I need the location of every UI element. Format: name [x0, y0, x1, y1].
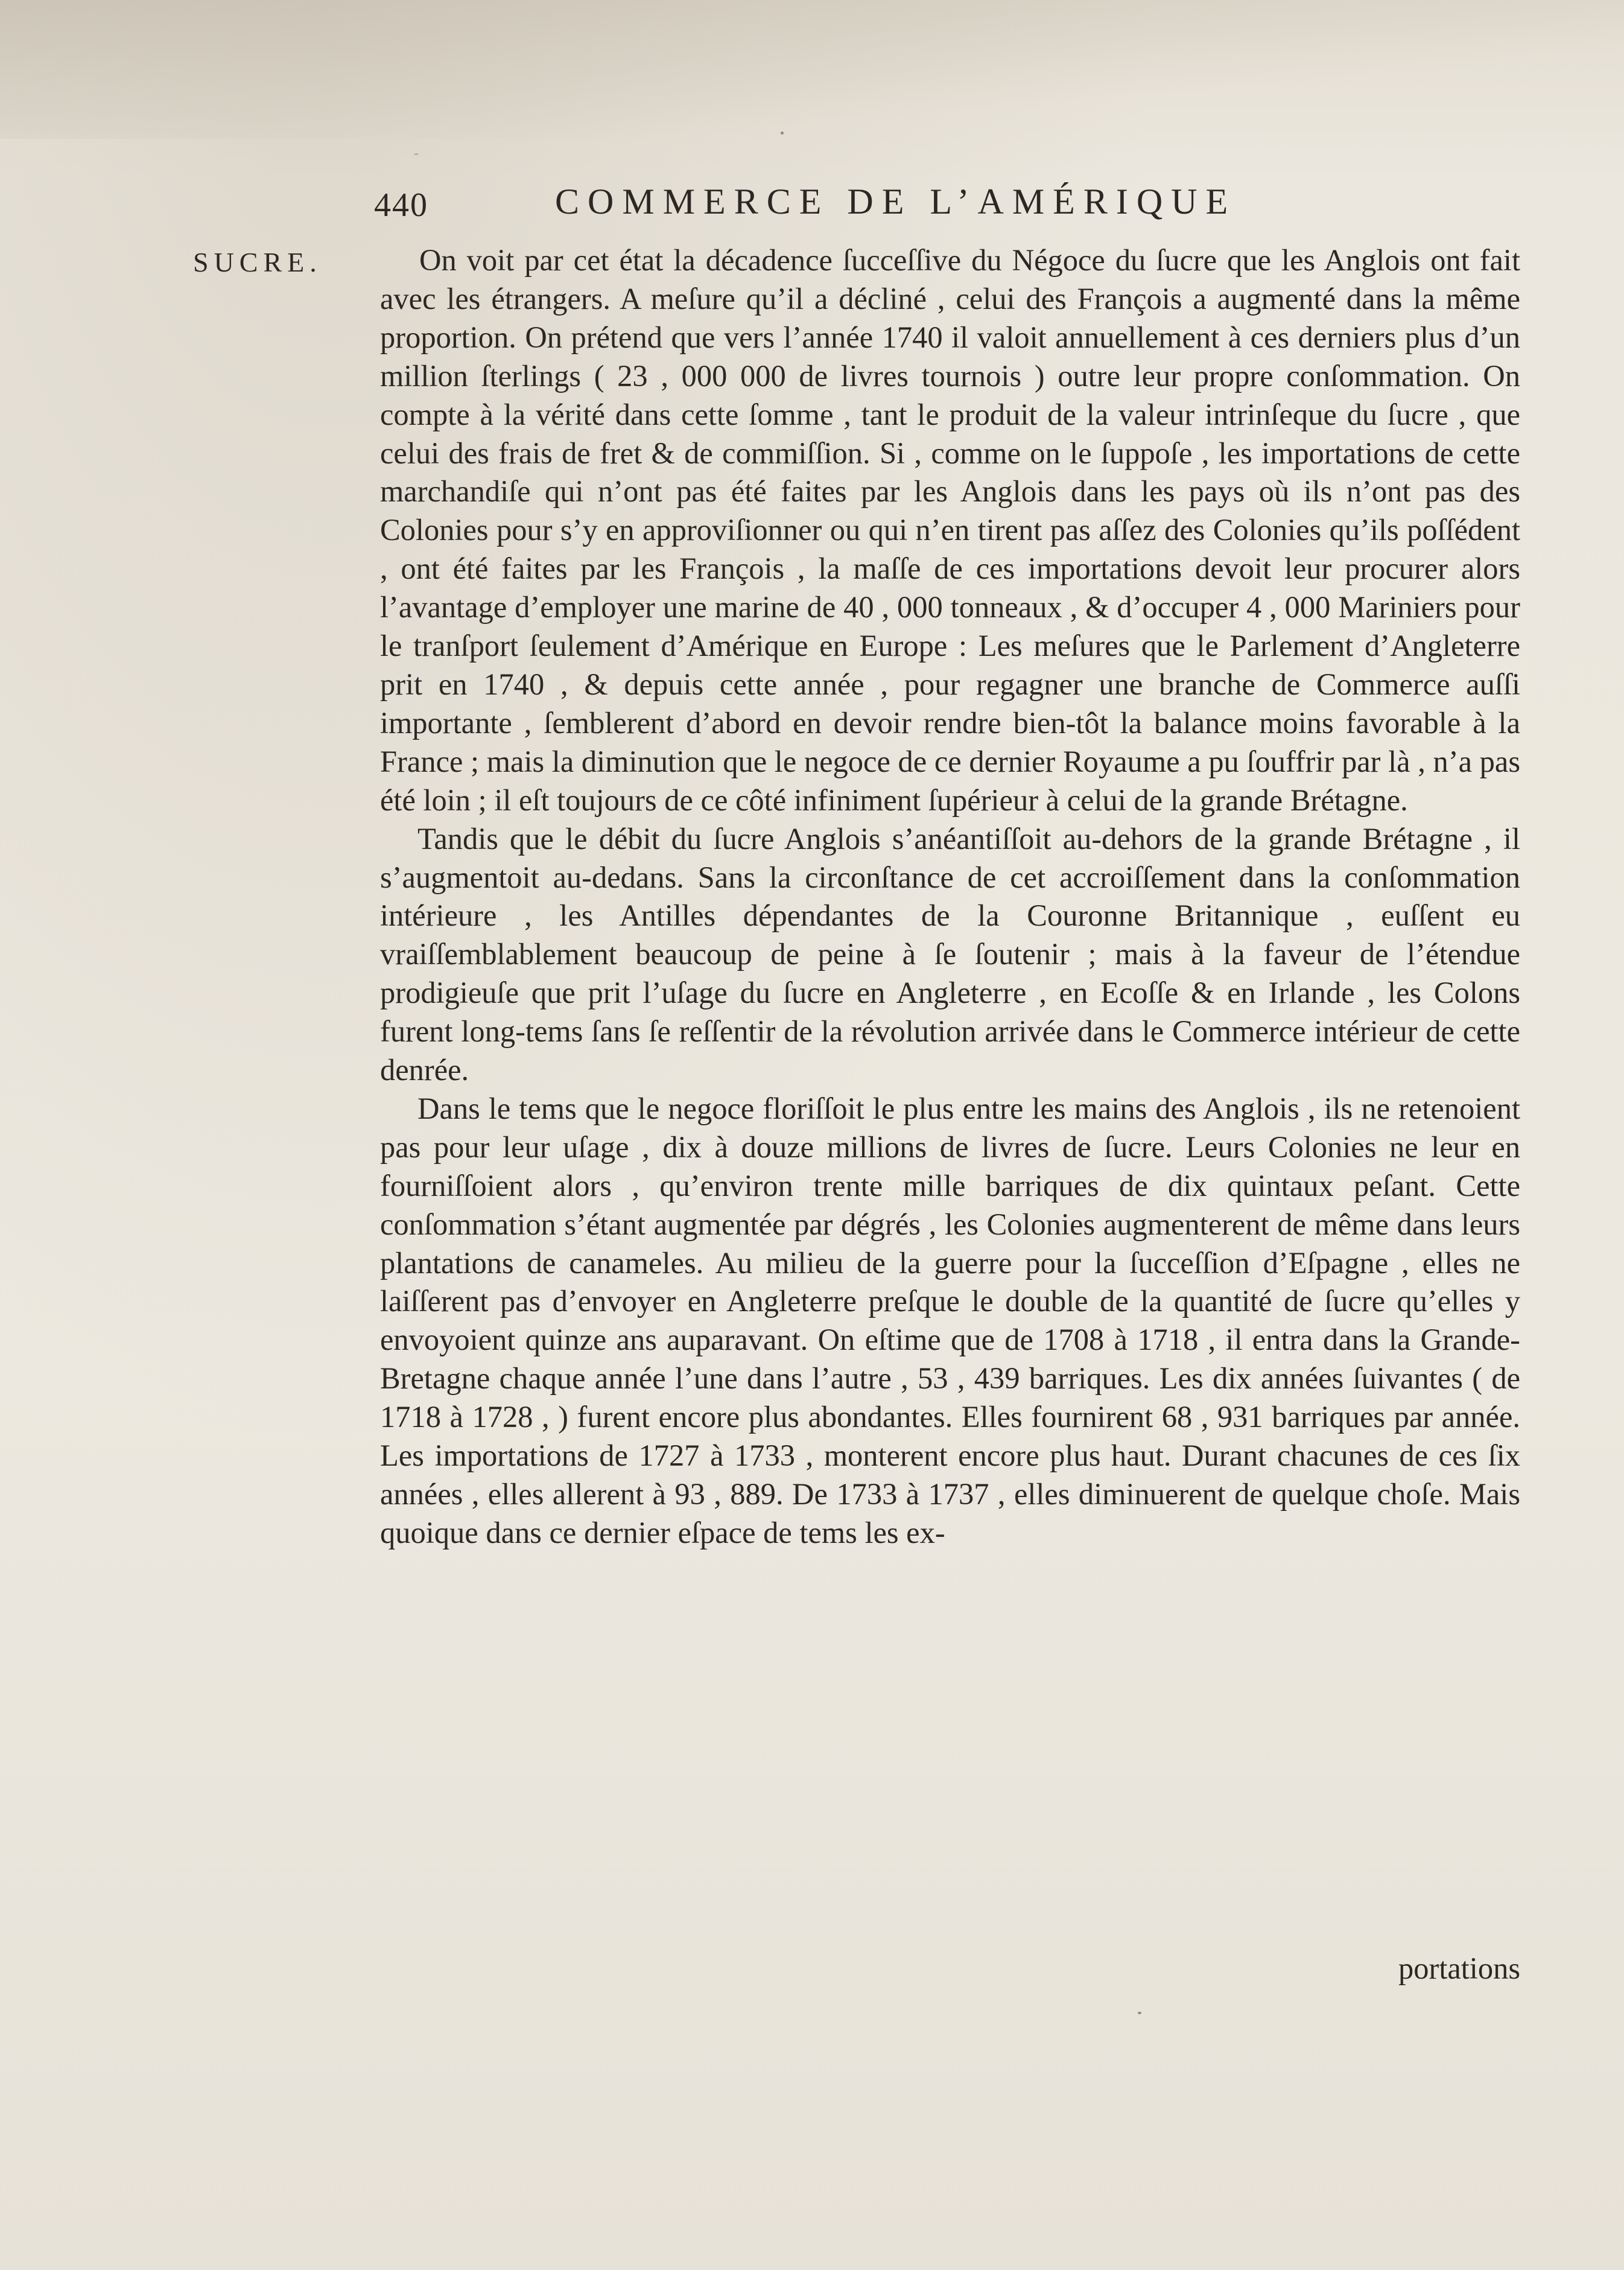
page-header	[374, 181, 1520, 229]
paragraph: On voit par cet état la décadence ſucceſſive du Négoce du ſucre que les Anglois ont fait avec les étrangers. A meſure qu’il a décliné , celui des François a augmenté dans la même proportion. On prétend que vers l’année 1740 il valoit annuellement à ces derniers plus d’un million ſterlings ( 23 , 000 000 de livres tournois ) outre leur propre conſommation. On compte à la vérité dans cette ſomme , tant le produit de la valeur intrinſeque du ſucre , que celui des frais de fret & de commiſſion. Si , comme on le ſuppoſe , les importations de cette marchandiſe qui n’ont pas été faites par les Anglois dans les pays où ils n’ont pas des Colonies pour s’y en approviſionner ou qui n’en tirent pas aſſez des Colonies qu’ils poſſédent , ont été faites par les François , la maſſe de ces importations devoit leur procurer alors l’avantage d’employer une marine de 40 , 000 tonneaux , & d’occuper 4 , 000 Mariniers pour le tranſport ſeulement d’Amérique en Europe : Les meſures que le Parlement d’Angleterre prit en 1740 , & depuis cette année , pour regagner une branche de Commerce auſſi importante , ſemblerent d’abord en devoir rendre bien-tôt la balance moins favorable à la France ; mais la diminution que le negoce de ce dernier Royaume a pu ſouffrir par là , n’a pas été loin ; il eſt toujours de ce côté infiniment ſupérieur à celui de la grande Brétagne.	[380, 243, 1520, 817]
page-fold-shadow	[0, 0, 1624, 139]
running-title: COMMERCE DE L’AMÉRIQUE	[555, 182, 1237, 221]
paper-speck	[1138, 2012, 1141, 2014]
paragraph: Tandis que le débit du ſucre Anglois s’anéantiſſoit au-dehors de la grande Brétagne , il s’augmentoit au-dedans. Sans la circonſtance de cet accroiſſement dans la conſommation intérieure , les Antilles dépendantes de la Couronne Britannique , euſſent eu vraiſſemblablement beaucoup de peine à ſe ſoutenir ; mais à la faveur de l’étendue prodigieuſe que prit l’uſage du ſucre en Angleterre , en Ecoſſe & en Irlande , les Colons furent long-tems ſans ſe reſſentir de la révolution arrivée dans le Commerce intérieur de cette denrée.	[380, 821, 1520, 1087]
margin-note-sucre: SUCRE.	[193, 247, 322, 278]
paper-speck	[414, 153, 419, 155]
catchword: portations	[1398, 1951, 1520, 1985]
page-number: 440	[374, 186, 428, 224]
paper-speck	[781, 132, 784, 135]
paragraph: Dans le tems que le negoce floriſſoit le plus entre les mains des Anglois , ils ne retenoient pas pour leur uſage , dix à douze millions de livres de ſucre. Leurs Colonies ne leur en fourniſſoient alors , qu’environ trente mille barriques de dix quintaux peſant. Cette conſommation s’étant augmentée par dégrés , les Colonies augmenterent de même dans leurs plantations de canameles. Au milieu de la guerre pour la ſucceſſion d’Eſpagne , elles ne laiſſerent pas d’envoyer en Angleterre preſque le double de la quantité de ſucre qu’elles y envoyoient quinze ans auparavant. On eſtime que de 1708 à 1718 , il entra dans la Grande-Bretagne chaque année l’une dans l’autre , 53 , 439 barriques. Les dix années ſuivantes ( de 1718 à 1728 , ) furent encore plus abondantes. Elles fournirent 68 , 931 barriques par année. Les importations de 1727 à 1733 , monterent encore plus haut. Durant chacunes de ces ſix années , elles allerent à 93 , 889. De 1733 à 1737 , elles diminuerent de quelque choſe. Mais quoique dans ce dernier eſpace de tems les ex-	[380, 1091, 1520, 1550]
body-text	[380, 241, 1520, 1553]
